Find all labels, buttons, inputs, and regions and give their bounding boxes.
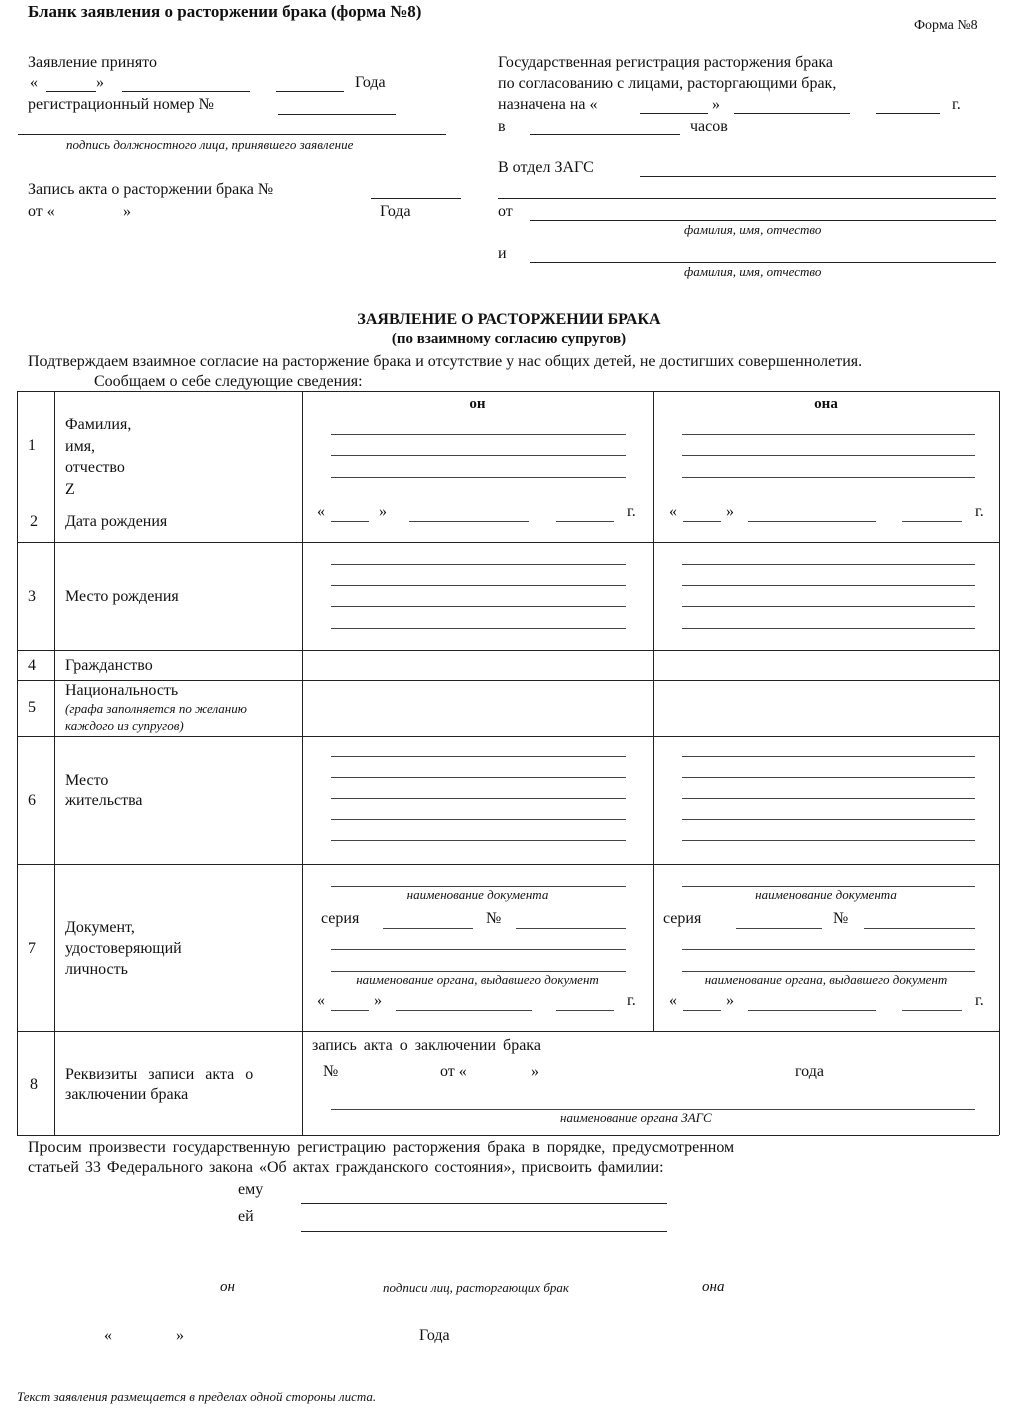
she-birthplace-line-4[interactable] (682, 628, 975, 629)
she-issue-year-line[interactable] (902, 1010, 962, 1011)
row-2-number: 2 (30, 513, 38, 530)
row-1-label-line2: имя, (65, 438, 96, 455)
row-4-number: 4 (28, 657, 36, 674)
zags-line-2[interactable] (498, 198, 996, 199)
row-5-number: 5 (28, 699, 36, 716)
row-2-label: Дата рождения (65, 513, 168, 530)
he-issue-quote-close: » (374, 992, 382, 1009)
official-signature-line[interactable] (18, 134, 446, 135)
row-7-label-line3: личность (65, 961, 128, 978)
date-quote-close: » (176, 1327, 184, 1344)
he-birthplace-line-1[interactable] (331, 564, 626, 565)
she-issuer-caption: наименование органа, выдавшего документ (704, 972, 948, 987)
she-fio-line-3[interactable] (682, 477, 975, 478)
table-bottom-border (17, 1135, 999, 1136)
he-birth-month-line[interactable] (409, 521, 529, 522)
she-fio-line-1[interactable] (682, 434, 975, 435)
registration-quote-close: » (712, 96, 720, 113)
he-doc-name-caption: наименование документа (406, 887, 549, 902)
she-issue-day-line[interactable] (683, 1010, 721, 1011)
registration-year-line[interactable] (876, 113, 940, 114)
zags-line[interactable] (640, 176, 996, 177)
signature-she-label: она (702, 1279, 725, 1295)
he-fio-line-2[interactable] (331, 455, 626, 456)
marriage-record-quote-close: » (531, 1063, 539, 1080)
he-issue-quote-open: « (317, 992, 325, 1009)
act-record-label: Запись акта о расторжении брака № (28, 181, 274, 198)
surname-her-label: ей (238, 1208, 254, 1225)
table-label-divider (302, 391, 303, 1135)
he-issuer-caption: наименование органа, выдавшего документ (356, 972, 599, 987)
act-record-quote-close: » (123, 203, 131, 220)
and-label: и (498, 245, 507, 262)
table-num-divider (54, 391, 55, 1135)
table-row-divider-6 (17, 1031, 999, 1032)
he-birthplace-line-4[interactable] (331, 628, 626, 629)
he-issue-g: г. (627, 992, 636, 1009)
row-7-number: 7 (28, 940, 36, 957)
row-8-number: 8 (30, 1076, 38, 1093)
accepted-quote-open: « (30, 74, 38, 91)
marriage-record-from: от « (440, 1063, 467, 1080)
accepted-year-line[interactable] (276, 91, 344, 92)
marriage-record-label: запись акта о заключении брака (312, 1037, 541, 1054)
registration-assigned: назначена на « (498, 96, 598, 113)
row-1-label-line1: Фамилия, (65, 416, 132, 433)
accepted-day-line[interactable] (46, 91, 96, 92)
registration-day-line[interactable] (640, 113, 708, 114)
zags-name-caption: наименование органа ЗАГС (560, 1110, 712, 1125)
she-birth-quote-open: « (669, 503, 677, 520)
row-1-label-line3: отчество (65, 459, 125, 476)
he-fio-line-3[interactable] (331, 477, 626, 478)
he-residence-line-1[interactable] (331, 756, 626, 757)
row-5-note-line2: каждого из супругов) (65, 718, 184, 733)
row-1-label-line4: Z (65, 481, 75, 498)
row-7-label-line1: Документ, (65, 919, 135, 936)
table-row-divider-1 (17, 542, 999, 543)
he-residence-line-3[interactable] (331, 798, 626, 799)
from-label: от (498, 203, 513, 220)
he-series-line[interactable] (383, 928, 473, 929)
she-issue-g: г. (975, 992, 984, 1009)
row-4-label: Гражданство (65, 657, 153, 674)
act-record-from: от « (28, 203, 55, 220)
he-birth-day-line[interactable] (331, 521, 369, 522)
marriage-record-year-label: года (795, 1063, 824, 1080)
from-fio-caption: фамилия, имя, отчество (684, 222, 822, 237)
consent-text: Подтверждаем взаимное согласие на расторжение брака и отсутствие у нас общих детей, не достигших совершеннолетия. (28, 353, 863, 370)
date-year-label: Года (419, 1327, 450, 1344)
row-5-label: Национальность (65, 682, 179, 699)
accepted-year-label: Года (355, 74, 386, 91)
table-row-divider-5 (17, 864, 999, 865)
act-record-number-line[interactable] (371, 198, 461, 199)
accepted-label: Заявление принято (28, 54, 157, 71)
accepted-month-line[interactable] (122, 91, 250, 92)
he-number-line[interactable] (516, 928, 626, 929)
surname-her-line[interactable] (301, 1231, 667, 1232)
he-birth-quote-open: « (317, 503, 325, 520)
surname-him-line[interactable] (301, 1203, 667, 1204)
he-residence-line-2[interactable] (331, 777, 626, 778)
he-number-label: № (486, 910, 502, 927)
accepted-quote-close: » (96, 74, 104, 91)
he-residence-line-4[interactable] (331, 819, 626, 820)
statement-title: ЗАЯВЛЕНИЕ О РАСТОРЖЕНИИ БРАКА (357, 311, 661, 328)
he-birthplace-line-3[interactable] (331, 606, 626, 607)
he-birth-g: г. (627, 503, 636, 520)
she-birthplace-line-3[interactable] (682, 606, 975, 607)
she-birth-quote-close: » (726, 503, 734, 520)
form-title: Бланк заявления о расторжении брака (форма №8) (28, 2, 422, 21)
row-5-note-line1: (графа заполняется по желанию (65, 701, 247, 716)
she-birth-month-line[interactable] (748, 521, 876, 522)
reg-number-label: регистрационный номер № (28, 96, 214, 113)
request-text-line2: статьей 33 Федерального закона «Об актах гражданского состояния», присвоить фамилии: (28, 1159, 664, 1176)
row-1-number: 1 (28, 437, 36, 454)
table-row-divider-3 (17, 680, 999, 681)
registration-time-line[interactable] (530, 134, 680, 135)
signature-he-label: он (220, 1279, 235, 1295)
registration-hours: часов (690, 118, 728, 135)
row-6-label-line2: жительства (65, 792, 143, 809)
request-text-line1: Просим произвести государственную регистрацию расторжения брака в порядке, предусмотренном (28, 1139, 735, 1156)
date-quote-open: « (104, 1327, 112, 1344)
she-series-line[interactable] (736, 928, 822, 929)
row-7-label-line2: удостоверяющий (65, 940, 182, 957)
she-series-label: серия (663, 910, 702, 927)
registration-line1: Государственная регистрация расторжения брака (498, 54, 833, 71)
registration-month-line[interactable] (734, 113, 850, 114)
signatures-caption: подписи лиц, расторгающих брак (383, 1280, 569, 1295)
registration-line2: по согласованию с лицами, расторгающими брак, (498, 75, 837, 92)
she-birth-year-line[interactable] (902, 521, 962, 522)
she-residence-line-2[interactable] (682, 777, 975, 778)
column-she-header: она (814, 396, 838, 412)
she-birth-g: г. (975, 503, 984, 520)
she-doc-name-caption: наименование документа (755, 887, 897, 902)
she-number-label: № (833, 910, 849, 927)
statement-subtitle: (по взаимному согласию супругов) (391, 331, 627, 347)
form-number-label: Форма №8 (914, 18, 978, 33)
row-8-label-line2: заключении брака (65, 1086, 189, 1103)
table-he-she-divider (653, 391, 654, 1031)
row-8-label-line1: Реквизиты записи акта о (65, 1066, 254, 1083)
she-residence-line-5[interactable] (682, 840, 975, 841)
registration-g: г. (952, 96, 961, 113)
surname-him-label: ему (238, 1181, 264, 1198)
she-residence-line-3[interactable] (682, 798, 975, 799)
he-birth-quote-close: » (379, 503, 387, 520)
table-right-border (999, 391, 1000, 1135)
she-residence-line-1[interactable] (682, 756, 975, 757)
she-issuer-line-1[interactable] (682, 949, 975, 950)
table-top-border (17, 391, 999, 392)
he-issue-day-line[interactable] (331, 1010, 369, 1011)
he-issuer-line-1[interactable] (331, 949, 626, 950)
he-series-label: серия (321, 910, 360, 927)
column-he-header: он (469, 396, 486, 412)
and-fio-caption: фамилия, имя, отчество (684, 264, 822, 279)
row-6-number: 6 (28, 792, 36, 809)
registration-v: в (498, 118, 506, 135)
he-issue-month-line[interactable] (396, 1010, 532, 1011)
he-residence-line-5[interactable] (331, 840, 626, 841)
she-issue-quote-close: » (726, 992, 734, 1009)
marriage-record-number-label: № (323, 1063, 339, 1080)
she-issue-month-line[interactable] (748, 1010, 876, 1011)
zags-label: В отдел ЗАГС (498, 159, 594, 176)
she-issue-quote-open: « (669, 992, 677, 1009)
she-number-line[interactable] (864, 928, 975, 929)
she-birth-day-line[interactable] (683, 521, 721, 522)
she-birthplace-line-1[interactable] (682, 564, 975, 565)
page-note: Текст заявления размещается в пределах одной стороны листа. (17, 1389, 377, 1404)
he-issue-year-line[interactable] (556, 1010, 614, 1011)
reg-number-line[interactable] (278, 114, 396, 115)
official-signature-caption: подпись должностного лица, принявшего заявление (66, 137, 354, 152)
table-left-border (17, 391, 18, 1135)
row-6-label-line1: Место (65, 772, 109, 789)
inform-text: Сообщаем о себе следующие сведения: (94, 373, 363, 390)
row-3-number: 3 (28, 588, 36, 605)
table-row-divider-4 (17, 736, 999, 737)
he-birth-year-line[interactable] (556, 521, 614, 522)
and-fio-line[interactable] (530, 262, 996, 263)
from-fio-line[interactable] (530, 220, 996, 221)
act-record-year-label: Года (380, 203, 411, 220)
she-fio-line-2[interactable] (682, 455, 975, 456)
row-3-label: Место рождения (65, 588, 179, 605)
table-row-divider-2 (17, 650, 999, 651)
he-birthplace-line-2[interactable] (331, 585, 626, 586)
he-fio-line-1[interactable] (331, 434, 626, 435)
she-birthplace-line-2[interactable] (682, 585, 975, 586)
she-residence-line-4[interactable] (682, 819, 975, 820)
